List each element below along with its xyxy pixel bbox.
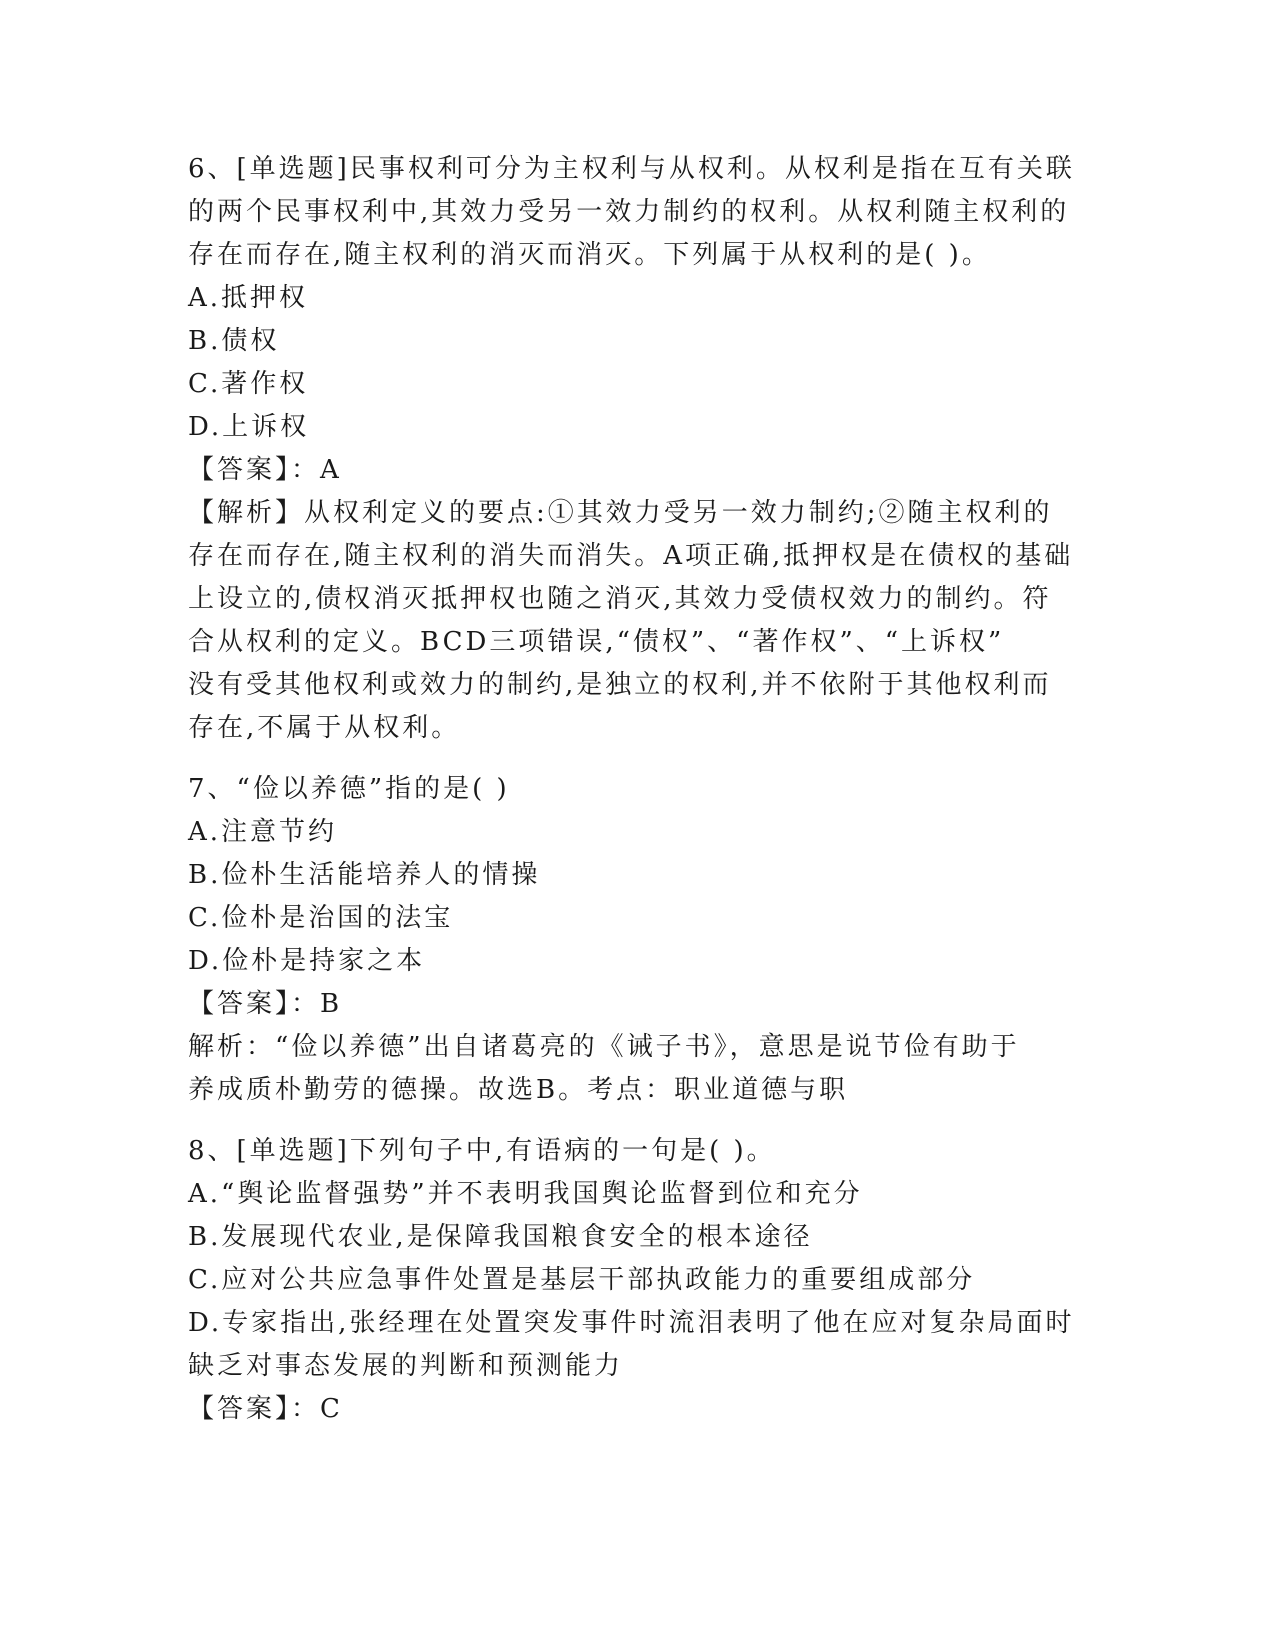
option-c: C.俭朴是治国的法宝 bbox=[188, 903, 454, 933]
answer-line: 【答案】：B bbox=[188, 989, 343, 1019]
option-d: D.俭朴是持家之本 bbox=[188, 946, 426, 976]
question-6 bbox=[188, 148, 1088, 750]
option-d: D.上诉权 bbox=[188, 412, 310, 442]
question-stem-line: 8、[单选题]下列句子中,有语病的一句是( )。 bbox=[188, 1136, 776, 1166]
option-c: C.著作权 bbox=[188, 369, 309, 399]
option-c: C.应对公共应急事件处置是基层干部执政能力的重要组成部分 bbox=[188, 1265, 976, 1295]
answer-line: 【答案】：C bbox=[188, 1394, 343, 1424]
question-stem-line: 的两个民事权利中,其效力受另一效力制约的权利。从权利随主权利的 bbox=[188, 197, 1070, 227]
analysis-line: 存在而存在,随主权利的消失而消失。A项正确,抵押权是在债权的基础 bbox=[188, 541, 1074, 571]
question-8 bbox=[188, 1130, 1088, 1431]
analysis-line: 【解析】从权利定义的要点:①其效力受另一效力制约;②随主权利的 bbox=[188, 498, 1053, 528]
option-a: A.“舆论监督强势”并不表明我国舆论监督到位和充分 bbox=[188, 1179, 863, 1209]
analysis-line: 没有受其他权利或效力的制约,是独立的权利,并不依附于其他权利而 bbox=[188, 670, 1052, 700]
option-a: A.抵押权 bbox=[188, 283, 309, 313]
question-stem-line: 存在而存在,随主权利的消灭而消灭。下列属于从权利的是( )。 bbox=[188, 240, 991, 270]
analysis-line: 上设立的,债权消灭抵押权也随之消灭,其效力受债权效力的制约。符 bbox=[188, 584, 1052, 614]
analysis-line: 存在,不属于从权利。 bbox=[188, 713, 461, 743]
question-stem-line: 6、[单选题]民事权利可分为主权利与从权利。从权利是指在互有关联 bbox=[188, 154, 1075, 184]
analysis-line: 合从权利的定义。BCD三项错误,“债权”、“著作权”、“上诉权” bbox=[188, 627, 1005, 657]
question-stem-line: 7、“俭以养德”指的是( ) bbox=[188, 774, 510, 804]
option-b: B.发展现代农业,是保障我国粮食安全的根本途径 bbox=[188, 1222, 813, 1252]
analysis-line: 解析：“俭以养德”出自诸葛亮的《诫子书》，意思是说节俭有助于 bbox=[188, 1032, 1020, 1062]
analysis-line: 养成质朴勤劳的德操。故选B。考点：职业道德与职 bbox=[188, 1075, 849, 1105]
question-7 bbox=[188, 768, 1088, 1112]
option-d: D.专家指出,张经理在处置突发事件时流泪表明了他在应对复杂局面时 bbox=[188, 1308, 1075, 1338]
option-b: B.债权 bbox=[188, 326, 280, 356]
option-a: A.注意节约 bbox=[188, 817, 338, 847]
question-list bbox=[188, 148, 1088, 1449]
option-d-continued: 缺乏对事态发展的判断和预测能力 bbox=[188, 1351, 624, 1381]
answer-line: 【答案】：A bbox=[188, 455, 342, 485]
option-b: B.俭朴生活能培养人的情操 bbox=[188, 860, 541, 890]
